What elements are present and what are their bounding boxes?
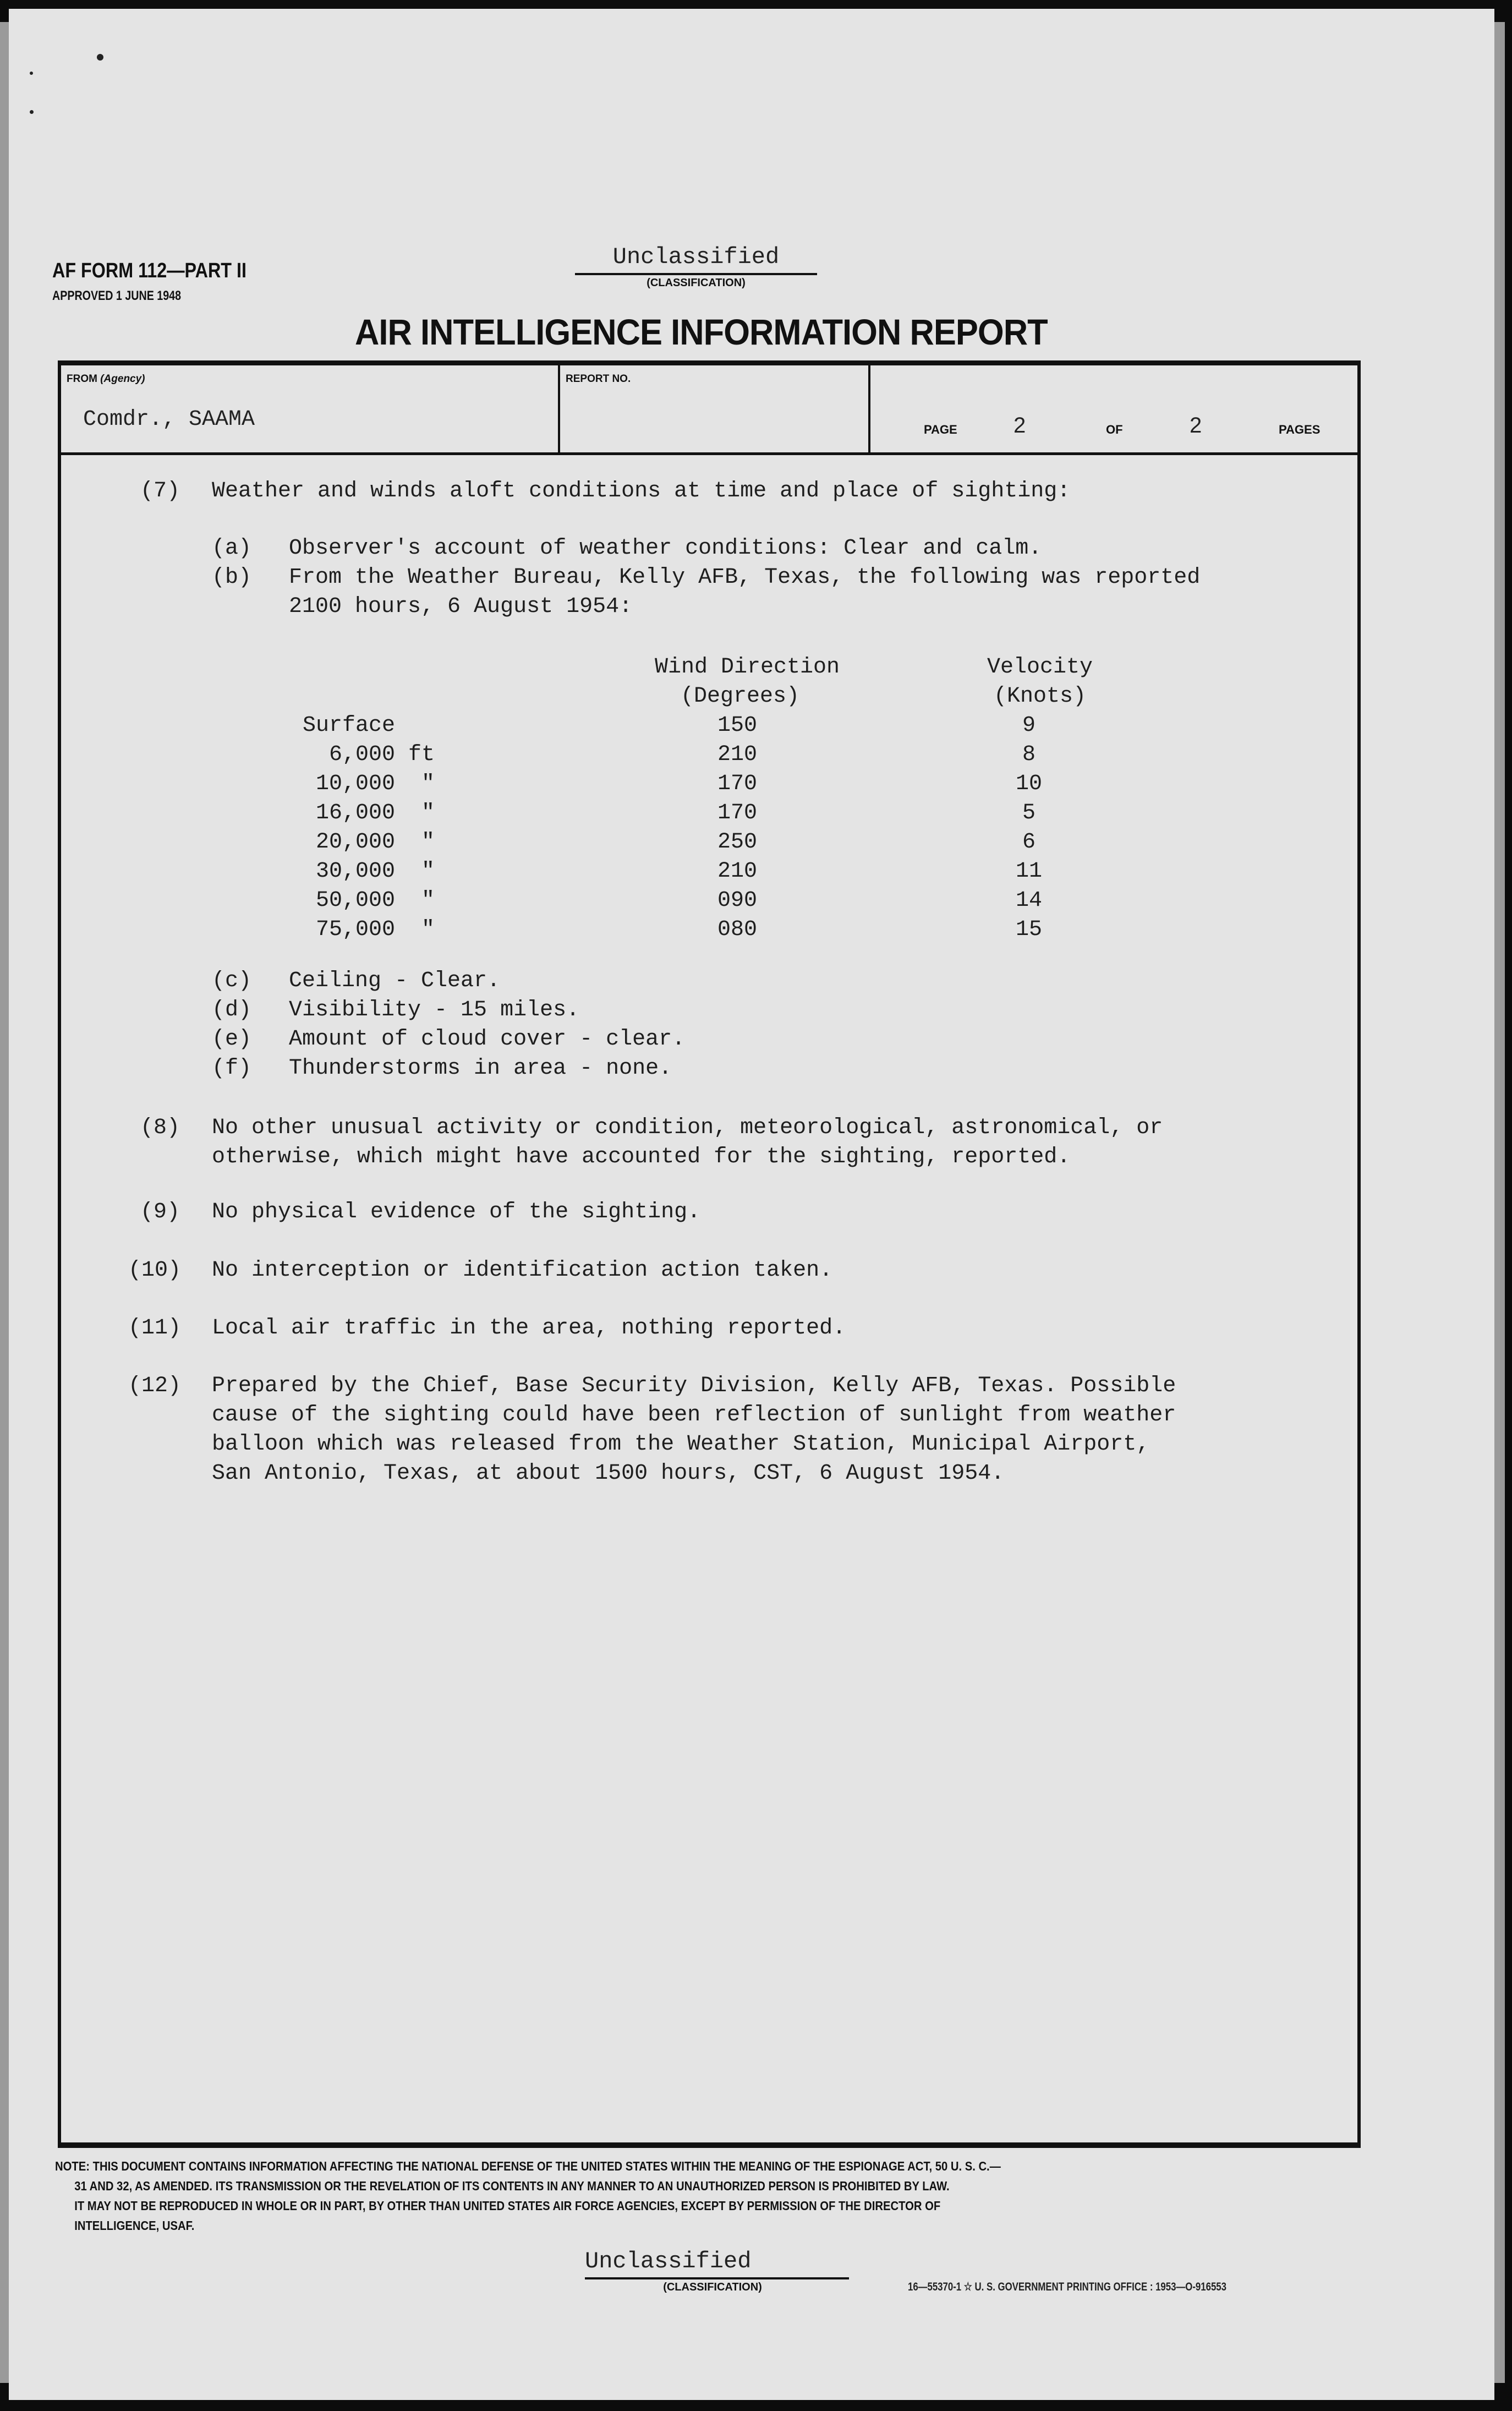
velocity-header — [979, 653, 1100, 711]
from-value: Comdr., SAAMA — [83, 407, 255, 432]
direction-cell: 210 — [717, 859, 757, 884]
item-lines — [289, 1054, 672, 1083]
item-7c — [212, 966, 500, 996]
sub-item-letter: (c) — [212, 969, 252, 993]
scan-speck — [97, 54, 103, 61]
altitude-cell: 30,000 " — [315, 859, 435, 884]
altitude-cell: 50,000 " — [315, 888, 435, 913]
page-cell — [870, 365, 1357, 452]
from-label-sub: (Agency) — [100, 373, 145, 385]
form-approval-date: APPROVED 1 JUNE 1948 — [52, 288, 182, 303]
item-number: (8) — [140, 1116, 180, 1140]
item-lines — [212, 1198, 700, 1227]
table-row — [270, 828, 1205, 857]
velocity-cell: 6 — [1022, 830, 1036, 855]
column-header-unit: (Knots) — [993, 684, 1087, 709]
espionage-act-note — [55, 2156, 1392, 2235]
sub-item-letter: (d) — [212, 998, 252, 1023]
altitude-cell: 20,000 " — [315, 830, 435, 855]
item-lines — [289, 996, 579, 1025]
sub-item-text-cont: 2100 hours, 6 August 1954: — [289, 594, 633, 619]
column-header-unit: (Degrees) — [680, 684, 800, 709]
item-lines — [212, 1256, 832, 1285]
item-lines — [289, 966, 500, 996]
wind-direction-header — [655, 653, 840, 711]
sub-item-text: Observer's account of weather conditions: Clear and calm. — [289, 536, 1042, 561]
velocity-cell: 5 — [1022, 801, 1036, 825]
item-7f — [212, 1054, 672, 1083]
pages-label: PAGES — [1279, 423, 1321, 436]
total-pages: 2 — [1190, 413, 1202, 438]
sub-item-letter: (e) — [212, 1027, 252, 1052]
item-text-cont: otherwise, which might have accounted for the sighting, reported. — [212, 1145, 1071, 1169]
item-number: (11) — [128, 1316, 182, 1341]
classification-caption: (CLASSIFICATION) — [663, 2281, 762, 2293]
velocity-cell: 11 — [1015, 859, 1042, 884]
item-number: (9) — [140, 1200, 180, 1224]
note-line: INTELLIGENCE, USAF. — [74, 2218, 195, 2233]
classification-rule — [585, 2277, 849, 2279]
velocity-cell: 15 — [1015, 917, 1042, 942]
direction-cell: 170 — [717, 801, 757, 825]
velocity-cell: 8 — [1022, 742, 1036, 767]
item-number: (7) — [140, 479, 180, 504]
report-no-label: REPORT NO. — [566, 373, 631, 385]
column-header: Wind Direction — [655, 655, 840, 680]
direction-cell: 080 — [717, 917, 757, 942]
item-text-cont: cause of the sighting could have been reflection of sunlight from weather — [212, 1403, 1176, 1428]
altitude-cell: 16,000 " — [315, 801, 435, 825]
classification-rule — [575, 273, 817, 275]
item-7 — [140, 477, 1070, 506]
table-row — [270, 915, 1205, 944]
from-cell — [61, 365, 560, 452]
page-label: PAGE — [924, 423, 957, 436]
from-label-text: FROM — [67, 373, 97, 385]
column-header: Velocity — [987, 655, 1093, 680]
printing-office-line: 16—55370-1 ☆ U. S. GOVERNMENT PRINTING OFFICE : 1953—O-916553 — [908, 2281, 1226, 2293]
table-row — [270, 740, 1205, 769]
item-10 — [128, 1256, 832, 1285]
item-9 — [140, 1198, 700, 1227]
item-lines — [289, 534, 1042, 563]
item-12 — [128, 1371, 1176, 1488]
direction-cell: 090 — [717, 888, 757, 913]
item-7d — [212, 996, 579, 1025]
classification-bottom — [575, 2248, 850, 2294]
item-text-cont: San Antonio, Texas, at about 1500 hours, CST, 6 August 1954. — [212, 1461, 1005, 1486]
sub-item-letter: (f) — [212, 1056, 252, 1081]
sub-item-text: Visibility - 15 miles. — [289, 998, 580, 1023]
scan-speck — [30, 72, 33, 75]
note-line: NOTE: THIS DOCUMENT CONTAINS INFORMATION AFFECTING THE NATIONAL DEFENSE OF THE UNITED STATES WITHIN THE MEANING OF THE ESPIONAGE ACT, 50 U. S. C.— — [55, 2159, 1001, 2173]
note-line: 31 AND 32, AS AMENDED. ITS TRANSMISSION OR THE REVELATION OF ITS CONTENTS IN ANY MANNER TO AN UNAUTHORIZED PERSON IS PROHIBITED BY LAW. — [74, 2179, 950, 2193]
sub-item-text: Thunderstorms in area - none. — [289, 1056, 672, 1081]
item-text: Local air traffic in the area, nothing reported. — [212, 1316, 846, 1341]
table-row — [270, 769, 1205, 799]
item-lines — [289, 1025, 685, 1054]
sub-item-text: Amount of cloud cover - clear. — [289, 1027, 686, 1052]
item-text: Prepared by the Chief, Base Security Division, Kelly AFB, Texas. Possible — [212, 1374, 1176, 1398]
sub-item-text: From the Weather Bureau, Kelly AFB, Texas, the following was reported — [289, 565, 1201, 590]
item-8 — [140, 1113, 1163, 1172]
classification-caption: (CLASSIFICATION) — [647, 277, 746, 289]
from-label — [67, 373, 145, 385]
direction-cell: 210 — [717, 742, 757, 767]
sub-item-text: Ceiling - Clear. — [289, 969, 501, 993]
altitude-cell: 6,000 ft — [328, 742, 435, 767]
velocity-cell: 9 — [1022, 713, 1036, 738]
item-text: No interception or identification action taken. — [212, 1258, 833, 1283]
velocity-cell: 10 — [1015, 772, 1042, 796]
item-lines — [212, 1371, 1176, 1488]
item-lines — [212, 1113, 1163, 1172]
item-11 — [128, 1314, 846, 1343]
velocity-cell: 14 — [1015, 888, 1042, 913]
item-lines — [289, 563, 1200, 621]
report-header-row — [61, 365, 1357, 455]
item-7b — [212, 563, 1200, 621]
report-title: AIR INTELLIGENCE INFORMATION REPORT — [355, 311, 1048, 352]
table-row — [270, 886, 1205, 915]
item-number: (12) — [128, 1374, 182, 1398]
item-lines — [212, 1314, 846, 1343]
form-identifier: AF FORM 112—PART II — [52, 259, 246, 282]
table-row — [270, 857, 1205, 886]
classification-value: Unclassified — [585, 2248, 752, 2275]
item-text-cont: balloon which was released from the Weather Station, Municipal Airport, — [212, 1432, 1150, 1457]
sub-item-letter: (b) — [212, 565, 252, 590]
item-7e — [212, 1025, 685, 1054]
direction-cell: 150 — [717, 713, 757, 738]
scan-speck — [30, 110, 34, 114]
direction-cell: 170 — [717, 772, 757, 796]
sub-item-letter: (a) — [212, 536, 252, 561]
altitude-cell: 75,000 " — [315, 917, 435, 942]
classification-value: Unclassified — [612, 244, 780, 270]
table-row — [270, 799, 1205, 828]
item-number: (10) — [128, 1258, 182, 1283]
item-text: No other unusual activity or condition, meteorological, astronomical, or — [212, 1116, 1163, 1140]
report-frame — [58, 360, 1361, 2148]
classification-top — [575, 243, 817, 289]
report-no-cell — [560, 365, 870, 452]
page-number: 2 — [1014, 413, 1026, 438]
item-text: Weather and winds aloft conditions at time and place of sighting: — [212, 479, 1071, 504]
note-line: IT MAY NOT BE REPRODUCED IN WHOLE OR IN PART, BY OTHER THAN UNITED STATES AIR FORCE AGENCIES, EXCEPT BY PERMISSION OF THE DIRECTOR OF — [74, 2199, 941, 2213]
of-label: OF — [1106, 423, 1123, 436]
item-text: No physical evidence of the sighting. — [212, 1200, 701, 1224]
altitude-cell: 10,000 " — [315, 772, 435, 796]
table-row — [270, 711, 1205, 740]
item-lines — [212, 477, 1070, 506]
direction-cell: 250 — [717, 830, 757, 855]
item-7a — [212, 534, 1042, 563]
altitude-cell: Surface — [302, 713, 435, 738]
